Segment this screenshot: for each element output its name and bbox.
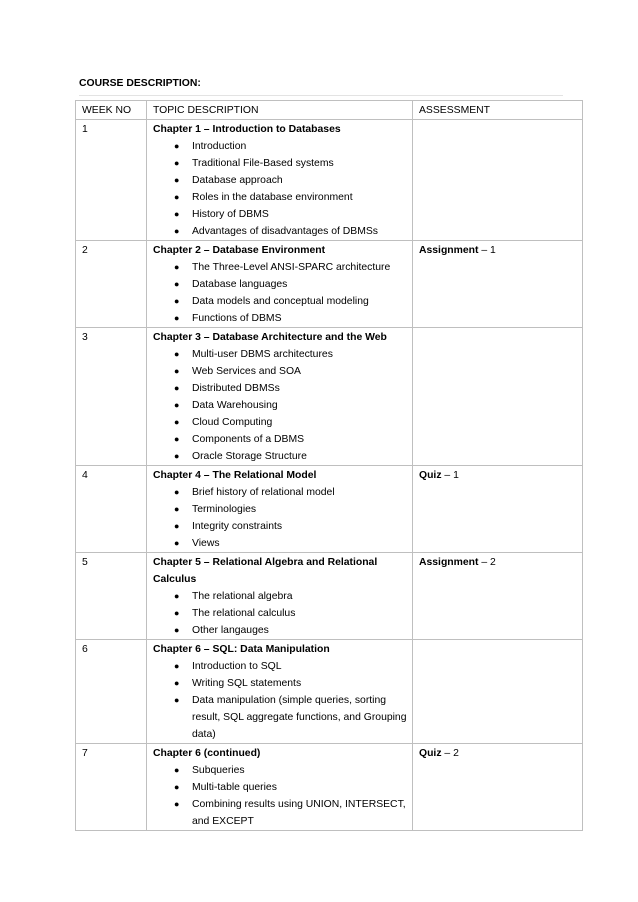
list-item xyxy=(153,762,407,779)
chapter-title: Chapter 1 – Introduction to Databases xyxy=(153,124,341,135)
assessment-cell xyxy=(413,466,583,553)
assessment-separator: – xyxy=(441,470,454,481)
bullet-icon: ● xyxy=(174,521,180,531)
list-item xyxy=(153,692,407,743)
list-item xyxy=(153,223,407,240)
list-item-text: Traditional File-Based systems xyxy=(192,158,334,169)
list-item-text: Other langauges xyxy=(192,625,269,636)
list-item xyxy=(153,172,407,189)
assessment-separator: – xyxy=(478,557,491,568)
list-item-text: Roles in the database environment xyxy=(192,192,353,203)
list-item-text: Multi-table queries xyxy=(192,782,277,793)
table-row xyxy=(76,744,583,831)
bullet-icon: ● xyxy=(174,175,180,185)
list-item xyxy=(153,189,407,206)
list-item-text: Data manipulation (simple queries, sorting result, SQL aggregate functions, and Grouping data) xyxy=(192,695,407,740)
list-item xyxy=(153,206,407,223)
chapter-title: Chapter 5 – Relational Algebra and Relational Calculus xyxy=(153,557,378,585)
bullet-icon: ● xyxy=(174,141,180,151)
bullet-icon: ● xyxy=(174,400,180,410)
week-number: 4 xyxy=(76,466,147,553)
list-item xyxy=(153,675,407,692)
list-item xyxy=(153,605,407,622)
table-row xyxy=(76,120,583,241)
list-item xyxy=(153,448,407,465)
header-assessment: ASSESSMENT xyxy=(413,101,583,120)
bullet-icon: ● xyxy=(174,765,180,775)
list-item-text: Components of a DBMS xyxy=(192,434,305,445)
bullet-icon: ● xyxy=(174,782,180,792)
chapter-title: Chapter 6 – SQL: Data Manipulation xyxy=(153,644,330,655)
topic-list xyxy=(153,588,407,639)
list-item xyxy=(153,431,407,448)
topic-list xyxy=(153,259,407,327)
bullet-icon: ● xyxy=(174,504,180,514)
bullet-icon: ● xyxy=(174,158,180,168)
list-item-text: Introduction to SQL xyxy=(192,661,282,672)
week-number: 7 xyxy=(76,744,147,831)
list-item-text: Combining results using UNION, INTERSECT, and EXCEPT xyxy=(192,799,406,827)
topic-cell xyxy=(147,744,413,831)
topic-list xyxy=(153,346,407,465)
list-item xyxy=(153,310,407,327)
topic-list xyxy=(153,484,407,552)
list-item xyxy=(153,658,407,675)
list-item xyxy=(153,346,407,363)
table-row xyxy=(76,640,583,744)
list-item-text: Introduction xyxy=(192,141,247,152)
list-item-text: Advantages of disadvantages of DBMSs xyxy=(192,226,378,237)
list-item-text: Data Warehousing xyxy=(192,400,278,411)
topic-cell xyxy=(147,553,413,640)
list-item-text: Views xyxy=(192,538,220,549)
list-item xyxy=(153,363,407,380)
week-number: 3 xyxy=(76,328,147,466)
bullet-icon: ● xyxy=(174,383,180,393)
header-topic: TOPIC DESCRIPTION xyxy=(147,101,413,120)
list-item xyxy=(153,779,407,796)
table-row xyxy=(76,466,583,553)
assessment-type: Quiz xyxy=(419,748,442,759)
topic-cell xyxy=(147,466,413,553)
chapter-title: Chapter 3 – Database Architecture and the Web xyxy=(153,332,387,343)
list-item-text: The relational algebra xyxy=(192,591,293,602)
section-heading: COURSE DESCRIPTION: xyxy=(79,77,563,96)
bullet-icon: ● xyxy=(174,226,180,236)
table-row xyxy=(76,553,583,640)
list-item xyxy=(153,518,407,535)
bullet-icon: ● xyxy=(174,313,180,323)
bullet-icon: ● xyxy=(174,487,180,497)
table-row xyxy=(76,241,583,328)
assessment-separator: – xyxy=(478,245,491,256)
chapter-title: Chapter 4 – The Relational Model xyxy=(153,470,317,481)
week-number: 1 xyxy=(76,120,147,241)
list-item xyxy=(153,588,407,605)
assessment-cell xyxy=(413,241,583,328)
header-week: WEEK NO xyxy=(76,101,147,120)
list-item-text: The relational calculus xyxy=(192,608,296,619)
bullet-icon: ● xyxy=(174,349,180,359)
week-number: 6 xyxy=(76,640,147,744)
assessment-cell xyxy=(413,553,583,640)
assessment-cell xyxy=(413,328,583,466)
list-item-text: Brief history of relational model xyxy=(192,487,335,498)
list-item-text: Subqueries xyxy=(192,765,245,776)
bullet-icon: ● xyxy=(174,262,180,272)
list-item-text: Multi-user DBMS architectures xyxy=(192,349,333,360)
bullet-icon: ● xyxy=(174,625,180,635)
list-item xyxy=(153,414,407,431)
assessment-type: Assignment xyxy=(419,245,479,256)
bullet-icon: ● xyxy=(174,279,180,289)
list-item-text: Integrity constraints xyxy=(192,521,283,532)
assessment-number: 2 xyxy=(490,557,496,568)
list-item-text: History of DBMS xyxy=(192,209,269,220)
assessment-cell xyxy=(413,744,583,831)
list-item-text: Terminologies xyxy=(192,504,257,515)
assessment-separator: – xyxy=(441,748,454,759)
bullet-icon: ● xyxy=(174,209,180,219)
list-item xyxy=(153,293,407,310)
list-item-text: Writing SQL statements xyxy=(192,678,302,689)
bullet-icon: ● xyxy=(174,661,180,671)
list-item-text: Data models and conceptual modeling xyxy=(192,296,369,307)
topic-cell xyxy=(147,241,413,328)
assessment-number: 1 xyxy=(453,470,459,481)
list-item xyxy=(153,155,407,172)
table-header-row xyxy=(76,101,583,120)
bullet-icon: ● xyxy=(174,366,180,376)
list-item xyxy=(153,380,407,397)
bullet-icon: ● xyxy=(174,538,180,548)
bullet-icon: ● xyxy=(174,608,180,618)
topic-cell xyxy=(147,640,413,744)
chapter-title: Chapter 6 (continued) xyxy=(153,748,261,759)
list-item xyxy=(153,138,407,155)
list-item xyxy=(153,535,407,552)
list-item-text: Cloud Computing xyxy=(192,417,273,428)
bullet-icon: ● xyxy=(174,695,180,705)
list-item xyxy=(153,259,407,276)
list-item-text: Distributed DBMSs xyxy=(192,383,280,394)
assessment-number: 2 xyxy=(453,748,459,759)
table-row xyxy=(76,328,583,466)
assessment-type: Assignment xyxy=(419,557,479,568)
bullet-icon: ● xyxy=(174,799,180,809)
list-item-text: The Three-Level ANSI-SPARC architecture xyxy=(192,262,391,273)
chapter-title: Chapter 2 – Database Environment xyxy=(153,245,326,256)
topic-cell xyxy=(147,328,413,466)
list-item xyxy=(153,484,407,501)
bullet-icon: ● xyxy=(174,192,180,202)
list-item xyxy=(153,796,407,830)
assessment-type: Quiz xyxy=(419,470,442,481)
topic-list xyxy=(153,762,407,830)
bullet-icon: ● xyxy=(174,678,180,688)
list-item xyxy=(153,276,407,293)
topic-list xyxy=(153,138,407,240)
list-item-text: Web Services and SOA xyxy=(192,366,301,377)
week-number: 2 xyxy=(76,241,147,328)
list-item-text: Oracle Storage Structure xyxy=(192,451,307,462)
week-number: 5 xyxy=(76,553,147,640)
list-item xyxy=(153,397,407,414)
list-item xyxy=(153,501,407,518)
assessment-cell xyxy=(413,640,583,744)
course-table xyxy=(75,100,583,831)
list-item-text: Database approach xyxy=(192,175,283,186)
bullet-icon: ● xyxy=(174,417,180,427)
topic-list xyxy=(153,658,407,743)
topic-cell xyxy=(147,120,413,241)
bullet-icon: ● xyxy=(174,434,180,444)
list-item xyxy=(153,622,407,639)
bullet-icon: ● xyxy=(174,296,180,306)
assessment-number: 1 xyxy=(490,245,496,256)
list-item-text: Database languages xyxy=(192,279,288,290)
bullet-icon: ● xyxy=(174,451,180,461)
list-item-text: Functions of DBMS xyxy=(192,313,282,324)
assessment-cell xyxy=(413,120,583,241)
bullet-icon: ● xyxy=(174,591,180,601)
